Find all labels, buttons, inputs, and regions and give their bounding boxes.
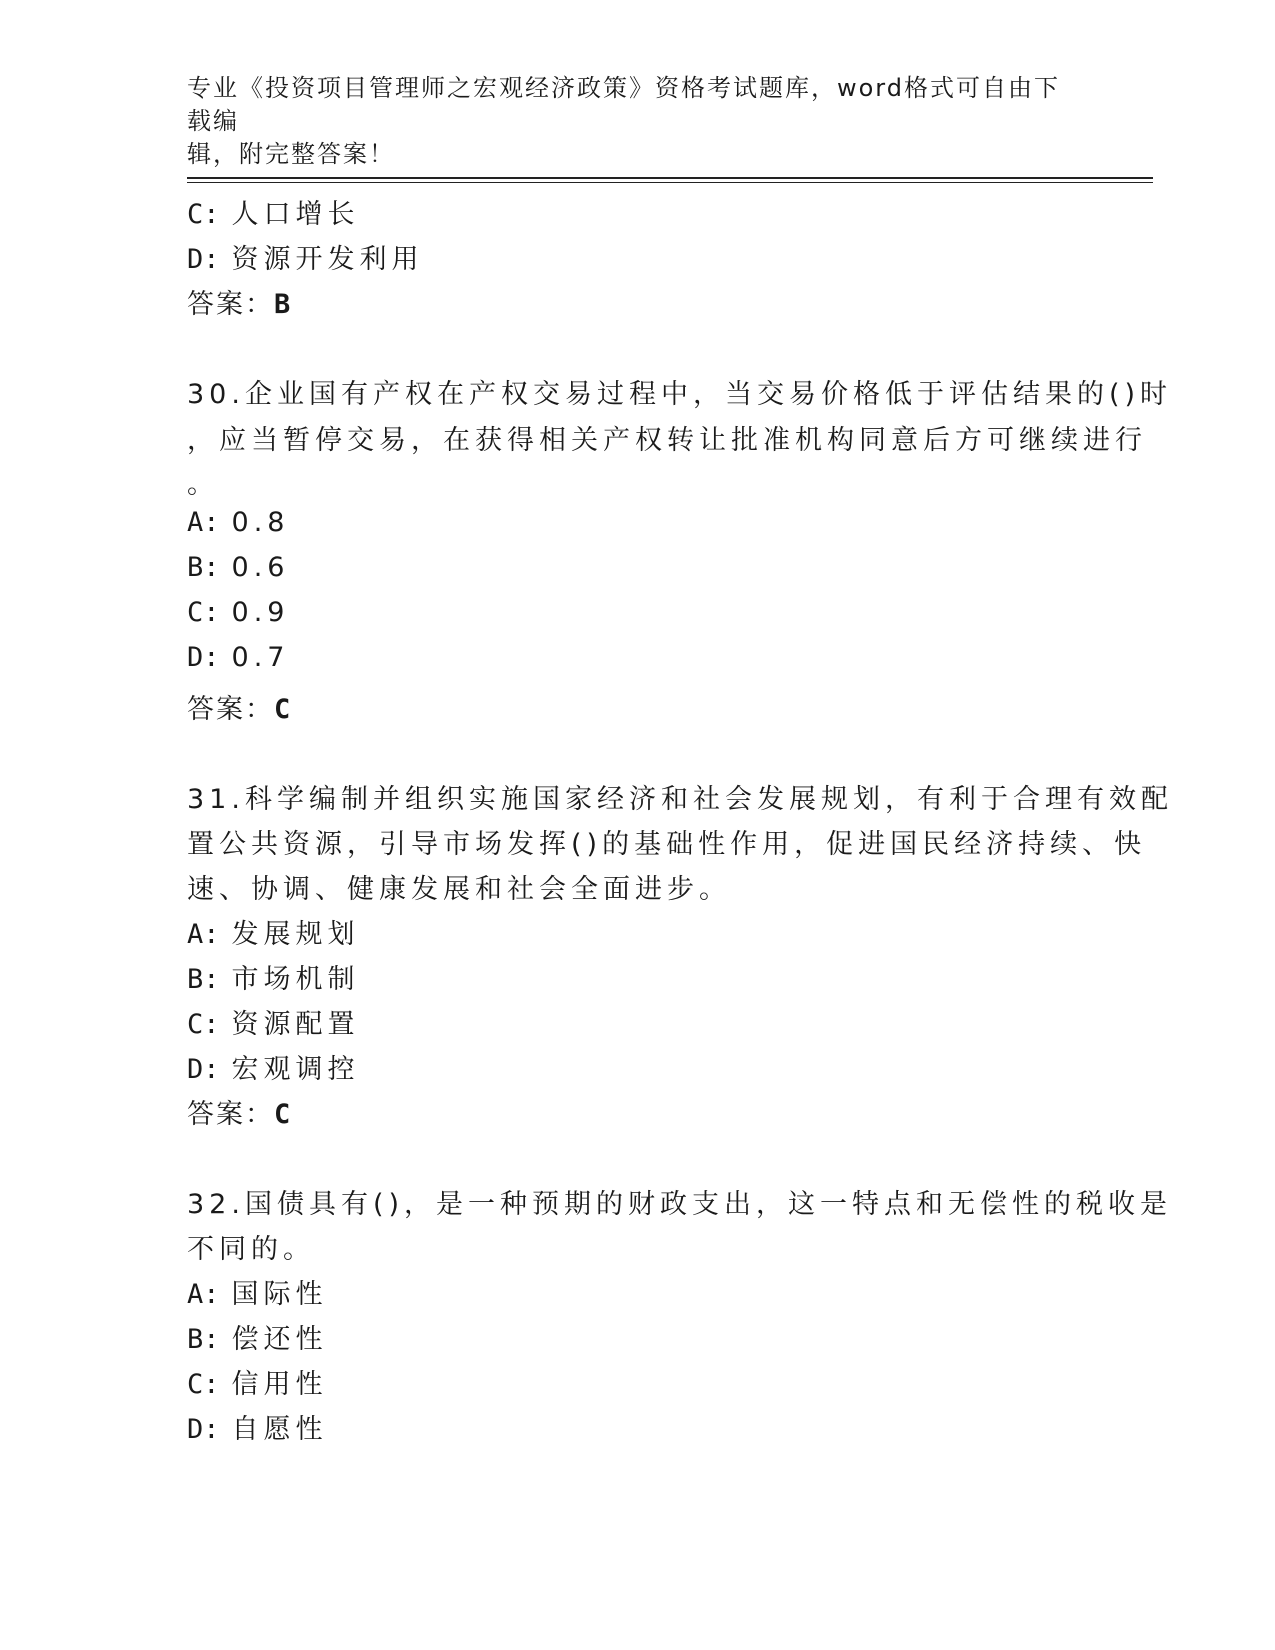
- q32-option-a: A: 国际性: [187, 1279, 328, 1310]
- header-rule-thin: [187, 182, 1153, 183]
- q31-option-b: B: 市场机制: [187, 964, 360, 995]
- q32-stem-line-1: 32.国债具有()，是一种预期的财政支出，这一特点和无偿性的税收是: [187, 1189, 1173, 1220]
- q32-option-b: B: 偿还性: [187, 1324, 328, 1355]
- q31-option-d: D: 宏观调控: [187, 1054, 360, 1085]
- q31-option-c: C: 资源配置: [187, 1009, 360, 1040]
- q31-stem-line-1: 31.科学编制并组织实施国家经济和社会发展规划，有利于合理有效配: [187, 784, 1173, 815]
- header-line-2: 辑，附完整答案！: [187, 140, 395, 168]
- q29-option-d: D: 资源开发利用: [187, 244, 424, 275]
- q30-stem-line-1: 30.企业国有产权在产权交易过程中，当交易价格低于评估结果的()时: [187, 379, 1173, 410]
- q29-answer: 答案：B: [187, 289, 293, 320]
- q31-answer: 答案：C: [187, 1099, 293, 1130]
- q30-stem-line-2: ，应当暂停交易，在获得相关产权转让批准机构同意后方可继续进行: [187, 425, 1147, 456]
- header-rule-thick: [187, 177, 1153, 179]
- q32-stem-line-2: 不同的。: [187, 1234, 315, 1265]
- q30-stem-line-3: 。: [187, 469, 219, 500]
- q30-answer: 答案：C: [187, 694, 293, 725]
- q32-option-d: D: 自愿性: [187, 1414, 328, 1445]
- q29-option-c: C: 人口增长: [187, 199, 360, 230]
- q32-option-c: C: 信用性: [187, 1369, 328, 1400]
- q30-option-b: B: 0.6: [187, 552, 290, 583]
- q30-option-d: D: 0.7: [187, 642, 290, 673]
- q31-option-a: A: 发展规划: [187, 919, 360, 950]
- q31-stem-line-3: 速、协调、健康发展和社会全面进步。: [187, 874, 731, 905]
- q30-option-a: A: 0.8: [187, 507, 290, 538]
- q30-option-c: C: 0.9: [187, 597, 290, 628]
- q31-stem-line-2: 置公共资源，引导市场发挥()的基础性作用，促进国民经济持续、快: [187, 829, 1147, 860]
- header-line-1: 专业《投资项目管理师之宏观经济政策》资格考试题库，word格式可自由下载编: [187, 74, 1060, 135]
- document-header: [187, 72, 1067, 171]
